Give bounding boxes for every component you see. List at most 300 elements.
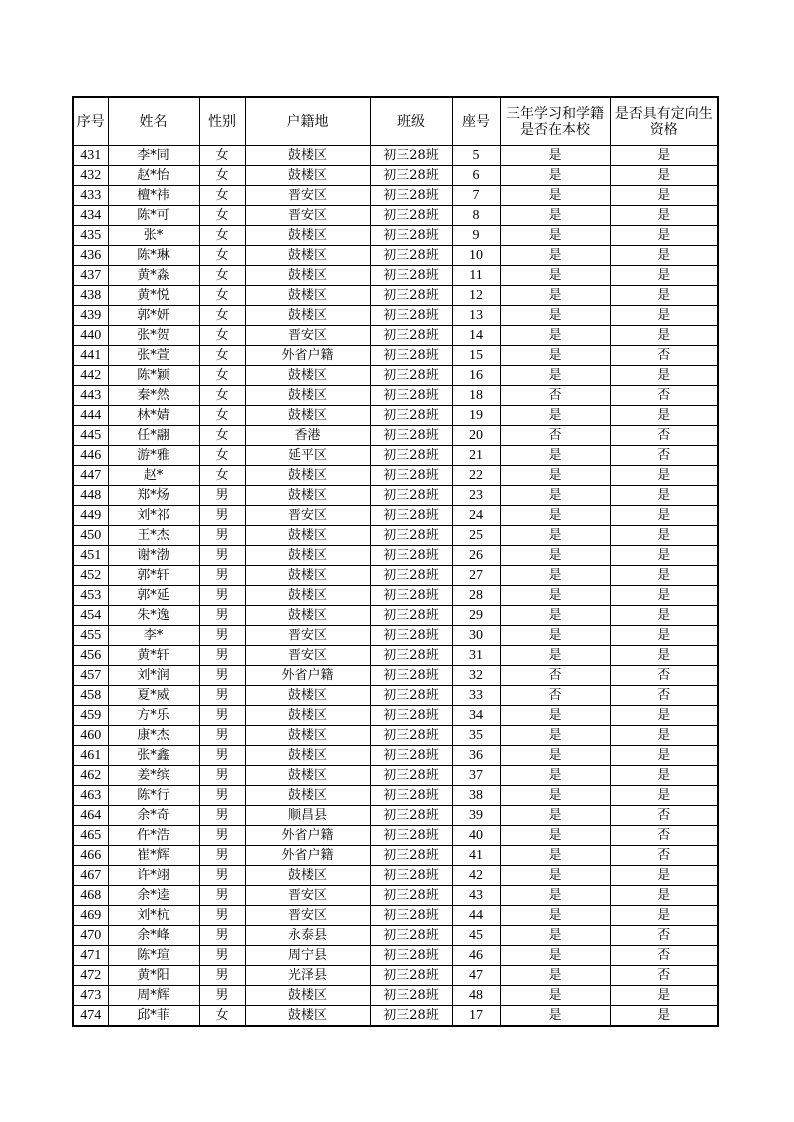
cell-seq: 433	[73, 186, 108, 206]
cell-household: 外省户籍	[245, 666, 370, 686]
cell-school-status: 是	[500, 846, 610, 866]
cell-seq: 445	[73, 426, 108, 446]
cell-seat: 9	[452, 226, 500, 246]
table-row	[73, 886, 718, 906]
cell-class: 初三28班	[370, 906, 452, 926]
cell-school-status: 是	[500, 466, 610, 486]
cell-household: 香港	[245, 426, 370, 446]
cell-eligibility: 是	[610, 586, 718, 606]
cell-gender: 男	[199, 806, 245, 826]
cell-gender: 男	[199, 506, 245, 526]
cell-name: 黄*悦	[108, 286, 199, 306]
table-row	[73, 386, 718, 406]
cell-gender: 男	[199, 946, 245, 966]
cell-school-status: 是	[500, 926, 610, 946]
cell-gender: 男	[199, 706, 245, 726]
cell-household: 鼓楼区	[245, 286, 370, 306]
cell-seq: 466	[73, 846, 108, 866]
cell-eligibility: 是	[610, 766, 718, 786]
cell-household: 鼓楼区	[245, 986, 370, 1006]
cell-seq: 453	[73, 586, 108, 606]
cell-household: 鼓楼区	[245, 686, 370, 706]
cell-seq: 439	[73, 306, 108, 326]
table-row	[73, 326, 718, 346]
cell-class: 初三28班	[370, 886, 452, 906]
cell-class: 初三28班	[370, 166, 452, 186]
cell-seq: 469	[73, 906, 108, 926]
cell-school-status: 是	[500, 886, 610, 906]
cell-name: 刘*杭	[108, 906, 199, 926]
cell-name: 周*辉	[108, 986, 199, 1006]
cell-name: 姜*缤	[108, 766, 199, 786]
cell-class: 初三28班	[370, 746, 452, 766]
cell-seat: 23	[452, 486, 500, 506]
cell-seq: 440	[73, 326, 108, 346]
table-row	[73, 606, 718, 626]
cell-name: 王*杰	[108, 526, 199, 546]
cell-class: 初三28班	[370, 486, 452, 506]
cell-household: 鼓楼区	[245, 766, 370, 786]
cell-class: 初三28班	[370, 566, 452, 586]
cell-class: 初三28班	[370, 446, 452, 466]
cell-eligibility: 是	[610, 286, 718, 306]
cell-seat: 21	[452, 446, 500, 466]
cell-household: 鼓楼区	[245, 146, 370, 166]
cell-class: 初三28班	[370, 826, 452, 846]
cell-eligibility: 是	[610, 206, 718, 226]
cell-seq: 441	[73, 346, 108, 366]
table-body	[73, 146, 718, 1027]
cell-name: 刘*润	[108, 666, 199, 686]
cell-household: 鼓楼区	[245, 866, 370, 886]
cell-gender: 男	[199, 666, 245, 686]
table-row	[73, 586, 718, 606]
cell-class: 初三28班	[370, 786, 452, 806]
cell-gender: 男	[199, 846, 245, 866]
cell-school-status: 是	[500, 766, 610, 786]
cell-household: 晋安区	[245, 886, 370, 906]
cell-gender: 女	[199, 206, 245, 226]
cell-gender: 女	[199, 386, 245, 406]
cell-seat: 19	[452, 406, 500, 426]
cell-eligibility: 是	[610, 866, 718, 886]
cell-eligibility: 是	[610, 266, 718, 286]
cell-school-status: 是	[500, 586, 610, 606]
cell-class: 初三28班	[370, 146, 452, 166]
cell-gender: 男	[199, 646, 245, 666]
cell-seat: 28	[452, 586, 500, 606]
cell-seq: 461	[73, 746, 108, 766]
cell-eligibility: 是	[610, 166, 718, 186]
cell-school-status: 否	[500, 666, 610, 686]
cell-household: 鼓楼区	[245, 486, 370, 506]
cell-class: 初三28班	[370, 546, 452, 566]
table-row	[73, 206, 718, 226]
cell-class: 初三28班	[370, 326, 452, 346]
cell-household: 鼓楼区	[245, 466, 370, 486]
cell-household: 外省户籍	[245, 826, 370, 846]
table-row	[73, 926, 718, 946]
cell-class: 初三28班	[370, 806, 452, 826]
cell-school-status: 是	[500, 1006, 610, 1027]
cell-school-status: 是	[500, 966, 610, 986]
cell-household: 鼓楼区	[245, 606, 370, 626]
cell-seat: 29	[452, 606, 500, 626]
cell-seq: 459	[73, 706, 108, 726]
table-row	[73, 146, 718, 166]
cell-name: 郭*轩	[108, 566, 199, 586]
table-row	[73, 746, 718, 766]
cell-name: 郭*妍	[108, 306, 199, 326]
cell-seq: 457	[73, 666, 108, 686]
cell-class: 初三28班	[370, 206, 452, 226]
cell-class: 初三28班	[370, 186, 452, 206]
cell-name: 陈*颖	[108, 366, 199, 386]
cell-eligibility: 是	[610, 466, 718, 486]
cell-class: 初三28班	[370, 926, 452, 946]
cell-gender: 男	[199, 726, 245, 746]
cell-name: 刘*祁	[108, 506, 199, 526]
cell-seat: 39	[452, 806, 500, 826]
cell-class: 初三28班	[370, 606, 452, 626]
cell-school-status: 是	[500, 246, 610, 266]
cell-seat: 40	[452, 826, 500, 846]
cell-eligibility: 否	[610, 346, 718, 366]
cell-household: 外省户籍	[245, 346, 370, 366]
cell-class: 初三28班	[370, 286, 452, 306]
cell-school-status: 是	[500, 446, 610, 466]
table-row	[73, 246, 718, 266]
cell-name: 康*杰	[108, 726, 199, 746]
cell-seq: 470	[73, 926, 108, 946]
cell-seq: 446	[73, 446, 108, 466]
cell-seat: 24	[452, 506, 500, 526]
cell-household: 鼓楼区	[245, 226, 370, 246]
cell-school-status: 是	[500, 206, 610, 226]
cell-seq: 454	[73, 606, 108, 626]
table-row	[73, 786, 718, 806]
cell-gender: 男	[199, 586, 245, 606]
cell-name: 郑*炀	[108, 486, 199, 506]
cell-class: 初三28班	[370, 526, 452, 546]
cell-school-status: 是	[500, 746, 610, 766]
cell-eligibility: 是	[610, 1006, 718, 1027]
cell-class: 初三28班	[370, 686, 452, 706]
cell-class: 初三28班	[370, 866, 452, 886]
cell-seq: 474	[73, 1006, 108, 1027]
cell-name: 赵*	[108, 466, 199, 486]
cell-name: 邱*菲	[108, 1006, 199, 1027]
cell-seq: 447	[73, 466, 108, 486]
cell-eligibility: 是	[610, 566, 718, 586]
cell-name: 张*	[108, 226, 199, 246]
cell-name: 谢*渤	[108, 546, 199, 566]
cell-seq: 431	[73, 146, 108, 166]
table-row	[73, 506, 718, 526]
cell-eligibility: 否	[610, 826, 718, 846]
cell-eligibility: 是	[610, 906, 718, 926]
cell-class: 初三28班	[370, 586, 452, 606]
cell-household: 鼓楼区	[245, 786, 370, 806]
cell-eligibility: 否	[610, 446, 718, 466]
cell-eligibility: 是	[610, 886, 718, 906]
cell-seat: 26	[452, 546, 500, 566]
cell-gender: 女	[199, 166, 245, 186]
cell-household: 晋安区	[245, 186, 370, 206]
cell-seq: 464	[73, 806, 108, 826]
cell-school-status: 是	[500, 726, 610, 746]
cell-household: 鼓楼区	[245, 166, 370, 186]
cell-eligibility: 是	[610, 786, 718, 806]
cell-name: 仵*浩	[108, 826, 199, 846]
cell-eligibility: 是	[610, 226, 718, 246]
table-row	[73, 766, 718, 786]
table-row	[73, 966, 718, 986]
cell-seat: 48	[452, 986, 500, 1006]
cell-household: 晋安区	[245, 326, 370, 346]
cell-eligibility: 是	[610, 146, 718, 166]
cell-household: 晋安区	[245, 506, 370, 526]
cell-seq: 452	[73, 566, 108, 586]
cell-school-status: 是	[500, 786, 610, 806]
cell-gender: 女	[199, 426, 245, 446]
table-row	[73, 486, 718, 506]
cell-seat: 30	[452, 626, 500, 646]
cell-seat: 6	[452, 166, 500, 186]
cell-seat: 34	[452, 706, 500, 726]
cell-seat: 42	[452, 866, 500, 886]
cell-gender: 男	[199, 566, 245, 586]
cell-seq: 456	[73, 646, 108, 666]
table-row	[73, 286, 718, 306]
table-row	[73, 626, 718, 646]
cell-seq: 465	[73, 826, 108, 846]
cell-name: 郭*延	[108, 586, 199, 606]
table-header	[73, 97, 718, 146]
cell-eligibility: 是	[610, 306, 718, 326]
cell-household: 晋安区	[245, 626, 370, 646]
cell-school-status: 否	[500, 426, 610, 446]
cell-name: 夏*威	[108, 686, 199, 706]
cell-eligibility: 是	[610, 486, 718, 506]
cell-gender: 女	[199, 186, 245, 206]
cell-class: 初三28班	[370, 726, 452, 746]
cell-class: 初三28班	[370, 846, 452, 866]
cell-gender: 男	[199, 786, 245, 806]
cell-seat: 44	[452, 906, 500, 926]
cell-gender: 女	[199, 246, 245, 266]
table-row	[73, 726, 718, 746]
cell-name: 方*乐	[108, 706, 199, 726]
cell-school-status: 是	[500, 546, 610, 566]
cell-seq: 460	[73, 726, 108, 746]
cell-class: 初三28班	[370, 706, 452, 726]
cell-class: 初三28班	[370, 466, 452, 486]
cell-gender: 女	[199, 466, 245, 486]
cell-gender: 男	[199, 486, 245, 506]
cell-seq: 471	[73, 946, 108, 966]
cell-seq: 449	[73, 506, 108, 526]
cell-school-status: 否	[500, 686, 610, 706]
cell-name: 李*	[108, 626, 199, 646]
cell-seq: 437	[73, 266, 108, 286]
cell-class: 初三28班	[370, 626, 452, 646]
cell-seq: 443	[73, 386, 108, 406]
cell-household: 永泰县	[245, 926, 370, 946]
cell-name: 游*雅	[108, 446, 199, 466]
cell-eligibility: 是	[610, 706, 718, 726]
cell-class: 初三28班	[370, 766, 452, 786]
cell-gender: 男	[199, 606, 245, 626]
cell-household: 延平区	[245, 446, 370, 466]
cell-gender: 女	[199, 446, 245, 466]
cell-eligibility: 是	[610, 546, 718, 566]
cell-name: 朱*逸	[108, 606, 199, 626]
cell-school-status: 是	[500, 226, 610, 246]
cell-class: 初三28班	[370, 506, 452, 526]
cell-name: 黄*淼	[108, 266, 199, 286]
cell-seq: 432	[73, 166, 108, 186]
cell-seq: 472	[73, 966, 108, 986]
table-row	[73, 306, 718, 326]
cell-gender: 男	[199, 526, 245, 546]
header-gender: 性别	[199, 97, 245, 146]
cell-name: 余*峰	[108, 926, 199, 946]
cell-gender: 男	[199, 686, 245, 706]
cell-seat: 31	[452, 646, 500, 666]
cell-seat: 17	[452, 1006, 500, 1027]
cell-school-status: 是	[500, 166, 610, 186]
table-row	[73, 546, 718, 566]
cell-eligibility: 是	[610, 746, 718, 766]
table-row	[73, 346, 718, 366]
cell-household: 鼓楼区	[245, 246, 370, 266]
cell-seat: 15	[452, 346, 500, 366]
cell-seat: 32	[452, 666, 500, 686]
cell-school-status: 是	[500, 566, 610, 586]
cell-name: 任*翮	[108, 426, 199, 446]
cell-seat: 5	[452, 146, 500, 166]
cell-school-status: 是	[500, 986, 610, 1006]
cell-household: 鼓楼区	[245, 746, 370, 766]
cell-class: 初三28班	[370, 646, 452, 666]
cell-name: 张*鑫	[108, 746, 199, 766]
table-row	[73, 866, 718, 886]
cell-name: 赵*怡	[108, 166, 199, 186]
cell-school-status: 是	[500, 646, 610, 666]
cell-seat: 27	[452, 566, 500, 586]
cell-eligibility: 是	[610, 606, 718, 626]
cell-gender: 女	[199, 266, 245, 286]
cell-seq: 436	[73, 246, 108, 266]
cell-school-status: 是	[500, 306, 610, 326]
cell-class: 初三28班	[370, 406, 452, 426]
header-directed-student-eligibility: 是否具有定向生资格	[610, 97, 718, 146]
cell-school-status: 是	[500, 806, 610, 826]
cell-seat: 11	[452, 266, 500, 286]
cell-seq: 444	[73, 406, 108, 426]
cell-school-status: 是	[500, 506, 610, 526]
table-row	[73, 1006, 718, 1027]
cell-household: 鼓楼区	[245, 406, 370, 426]
cell-seq: 473	[73, 986, 108, 1006]
cell-seq: 450	[73, 526, 108, 546]
cell-eligibility: 否	[610, 946, 718, 966]
cell-seq: 435	[73, 226, 108, 246]
cell-seat: 8	[452, 206, 500, 226]
cell-gender: 女	[199, 1006, 245, 1027]
cell-class: 初三28班	[370, 426, 452, 446]
cell-eligibility: 是	[610, 326, 718, 346]
cell-school-status: 是	[500, 826, 610, 846]
cell-eligibility: 是	[610, 186, 718, 206]
cell-name: 崔*辉	[108, 846, 199, 866]
cell-seat: 16	[452, 366, 500, 386]
cell-eligibility: 是	[610, 646, 718, 666]
cell-school-status: 是	[500, 366, 610, 386]
cell-eligibility: 否	[610, 806, 718, 826]
cell-seq: 442	[73, 366, 108, 386]
table-row	[73, 806, 718, 826]
cell-class: 初三28班	[370, 966, 452, 986]
table-row	[73, 406, 718, 426]
cell-gender: 女	[199, 286, 245, 306]
header-class: 班级	[370, 97, 452, 146]
cell-seq: 455	[73, 626, 108, 646]
table-row	[73, 466, 718, 486]
table-row	[73, 186, 718, 206]
cell-school-status: 是	[500, 326, 610, 346]
cell-school-status: 是	[500, 486, 610, 506]
cell-gender: 男	[199, 926, 245, 946]
cell-school-status: 是	[500, 346, 610, 366]
cell-seat: 35	[452, 726, 500, 746]
header-household-registration: 户籍地	[245, 97, 370, 146]
table-row	[73, 986, 718, 1006]
cell-school-status: 是	[500, 406, 610, 426]
cell-household: 鼓楼区	[245, 386, 370, 406]
cell-name: 陈*行	[108, 786, 199, 806]
table-row	[73, 666, 718, 686]
cell-name: 余*逵	[108, 886, 199, 906]
cell-household: 鼓楼区	[245, 586, 370, 606]
table-row	[73, 646, 718, 666]
header-seat-number: 座号	[452, 97, 500, 146]
cell-seq: 451	[73, 546, 108, 566]
cell-seq: 434	[73, 206, 108, 226]
cell-name: 张*贺	[108, 326, 199, 346]
cell-household: 晋安区	[245, 206, 370, 226]
cell-class: 初三28班	[370, 666, 452, 686]
cell-household: 鼓楼区	[245, 266, 370, 286]
cell-name: 许*翊	[108, 866, 199, 886]
cell-eligibility: 否	[610, 666, 718, 686]
cell-household: 鼓楼区	[245, 526, 370, 546]
cell-eligibility: 是	[610, 366, 718, 386]
cell-seq: 458	[73, 686, 108, 706]
cell-household: 鼓楼区	[245, 726, 370, 746]
cell-seat: 20	[452, 426, 500, 446]
cell-gender: 女	[199, 326, 245, 346]
header-three-years-at-school: 三年学习和学籍是否在本校	[500, 97, 610, 146]
cell-seq: 467	[73, 866, 108, 886]
cell-gender: 男	[199, 866, 245, 886]
cell-gender: 女	[199, 346, 245, 366]
cell-name: 秦*然	[108, 386, 199, 406]
cell-school-status: 是	[500, 266, 610, 286]
table-row	[73, 566, 718, 586]
cell-gender: 男	[199, 986, 245, 1006]
